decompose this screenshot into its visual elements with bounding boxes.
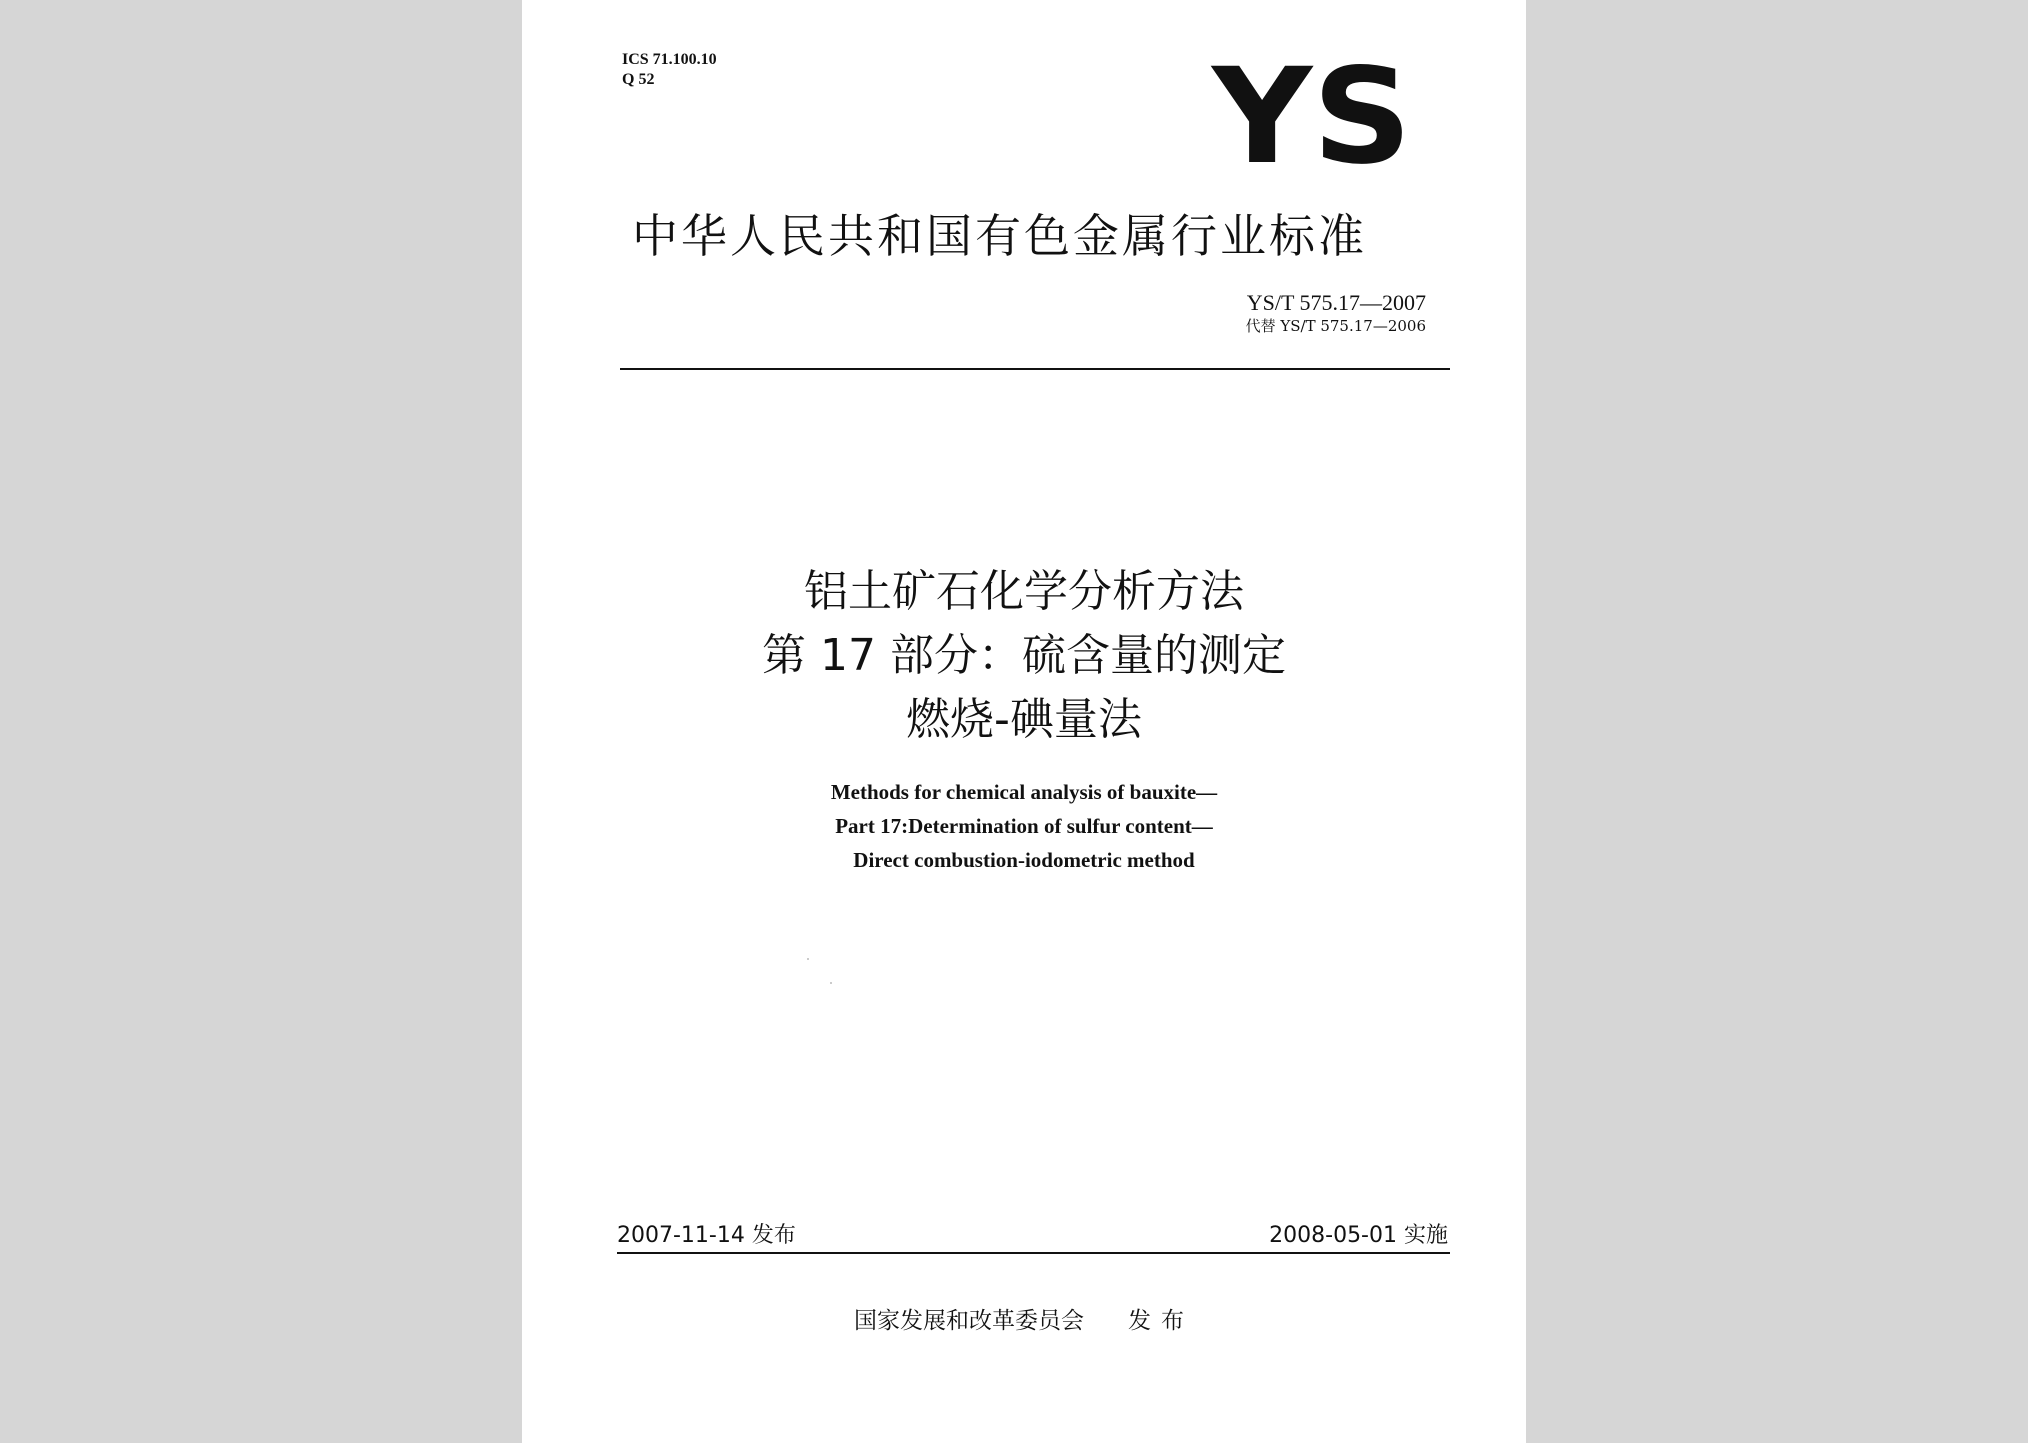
scan-speck xyxy=(830,982,832,984)
chinese-title-line-1: 铝土矿石化学分析方法 xyxy=(804,566,1244,617)
ys-logo xyxy=(1202,52,1422,172)
english-title-line-3: Direct combustion-iodometric method xyxy=(853,848,1195,872)
standard-number: YS/T 575.17—2007 xyxy=(1246,290,1426,315)
chinese-title xyxy=(522,560,1526,752)
chinese-title-line-3: 燃烧-碘量法 xyxy=(906,694,1142,745)
english-title-line-1: Methods for chemical analysis of bauxite— xyxy=(830,780,1218,804)
issue-date: 2007-11-14 发布 xyxy=(617,1223,796,1248)
standard-code-block xyxy=(1246,290,1426,336)
publish-action: 发布 xyxy=(1128,1308,1194,1334)
replaces-standard: 代替 YS/T 575.17—2006 xyxy=(1245,317,1426,335)
ys-logo-text: YS xyxy=(1209,52,1412,172)
chinese-title-line-2: 第 17 部分：硫含量的测定 xyxy=(762,630,1286,681)
english-title-line-2: Part 17:Determination of sulfur content— xyxy=(835,814,1213,838)
ics-code: ICS 71.100.10 xyxy=(622,51,717,68)
document-page xyxy=(522,0,1526,1443)
classification-codes xyxy=(622,50,717,90)
scan-speck xyxy=(807,958,809,960)
publisher-name: 国家发展和改革委员会 xyxy=(854,1308,1084,1334)
header-divider xyxy=(620,368,1450,370)
footer-divider xyxy=(617,1252,1450,1254)
publisher-line xyxy=(522,1302,1526,1335)
implementation-date: 2008-05-01 实施 xyxy=(1269,1223,1448,1248)
ccs-code: Q 52 xyxy=(622,71,655,88)
english-title xyxy=(522,775,1526,877)
industry-standard-title: 中华人民共和国有色金属行业标准 xyxy=(632,209,1367,263)
